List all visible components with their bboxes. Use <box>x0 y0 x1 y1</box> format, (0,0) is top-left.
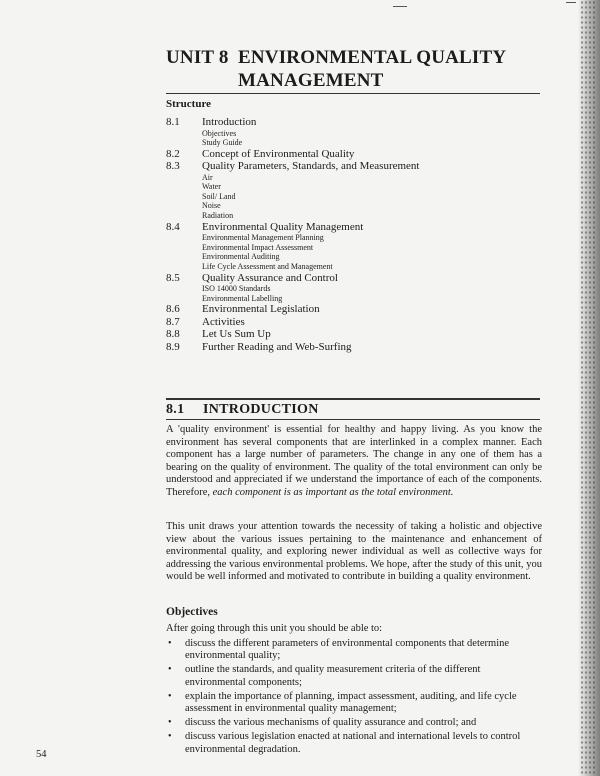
toc-item-number: 8.4 <box>166 220 180 233</box>
toc-subitem: Soil/ Land <box>202 191 236 201</box>
toc-item-label: Quality Assurance and Control <box>202 271 338 284</box>
toc-item-number: 8.1 <box>166 116 180 128</box>
toc-item <box>166 160 546 220</box>
toc-item <box>166 148 546 161</box>
objective-text: discuss the different parameters of environmental components that determine environmental quality; <box>185 638 510 662</box>
objective-item <box>166 691 542 715</box>
objective-text: explain the importance of planning, impact assessment, auditing, and life cycle assessment in environmental quality management; <box>185 690 517 715</box>
toc-item-label: Environmental Legislation <box>202 303 320 316</box>
objective-item <box>166 638 542 662</box>
title-divider <box>166 93 540 94</box>
intro-paragraph-1-emphasis: each component is as important as the total environment. <box>212 486 454 498</box>
bullet-icon: • <box>168 690 172 702</box>
toc-subitem: Study Guide <box>202 138 243 148</box>
bullet-icon: • <box>168 731 172 743</box>
toc-item <box>166 116 546 148</box>
intro-paragraph-1 <box>166 424 542 500</box>
objectives-heading: Objectives <box>166 606 218 618</box>
toc-subitem: ISO 14000 Standards <box>202 284 271 294</box>
scan-mark <box>393 6 407 7</box>
scan-mark <box>566 2 576 3</box>
objective-text: discuss the various mechanisms of quality assurance and control; and <box>185 717 477 729</box>
objectives-intro: After going through this unit you should be able to: <box>166 623 383 634</box>
toc-subitem: Environmental Management Planning <box>202 233 324 243</box>
toc-item-label: Environmental Quality Management <box>202 220 364 233</box>
table-of-contents <box>166 116 546 353</box>
toc-subitem: Noise <box>202 201 221 211</box>
toc-item-label: Further Reading and Web-Surfing <box>202 340 352 353</box>
toc-subitem: Radiation <box>202 211 234 221</box>
bullet-icon: • <box>168 638 172 649</box>
section-heading <box>166 402 319 418</box>
toc-subitem: Environmental Auditing <box>202 252 280 262</box>
toc-item-label: Quality Parameters, Standards, and Measurement <box>202 160 420 173</box>
toc-item-number: 8.8 <box>166 328 180 341</box>
toc-subitem: Air <box>202 172 213 182</box>
page-number: 54 <box>36 749 47 760</box>
toc-subitem: Life Cycle Assessment and Management <box>202 261 333 271</box>
intro-paragraph-2: This unit draws your attention towards the necessity of taking a holistic and objective view about the various issues pertaining to the maintenance and enhancement of environmental quality, and exploring newer individual as well as collective ways for addressing the various environmental problems. We hope, after the study of this unit, you would be well informed and motivated to contribute in building a quality environment. <box>166 521 542 583</box>
toc-item <box>166 303 546 316</box>
toc-item-number: 8.9 <box>166 340 180 353</box>
toc-subitem: Objectives <box>202 128 237 138</box>
toc-item-number: 8.5 <box>166 271 180 284</box>
unit-number: UNIT 8 <box>166 47 229 68</box>
bullet-icon: • <box>168 664 172 676</box>
unit-title-line1: ENVIRONMENTAL QUALITY <box>238 47 507 68</box>
structure-heading: Structure <box>166 98 212 110</box>
toc-item-number: 8.3 <box>166 160 180 173</box>
scan-noise-edge <box>580 0 596 776</box>
objective-item <box>166 717 542 729</box>
toc-subitem: Environmental Labelling <box>202 293 283 303</box>
toc-item-label: Activities <box>202 315 245 328</box>
toc-item-label: Let Us Sum Up <box>202 328 271 341</box>
toc-item-label: Concept of Environmental Quality <box>202 147 355 160</box>
toc-item <box>166 272 546 304</box>
toc-item-number: 8.2 <box>166 147 180 160</box>
toc-item-label: Introduction <box>202 116 257 128</box>
unit-title <box>166 46 546 92</box>
section-rule-top <box>166 398 540 400</box>
bullet-icon: • <box>168 717 172 729</box>
toc-item <box>166 316 546 329</box>
section-title: INTRODUCTION <box>203 402 319 417</box>
toc-subitem: Environmental Impact Assessment <box>202 242 314 252</box>
section-number: 8.1 <box>166 402 185 417</box>
objective-text: discuss various legislation enacted at national and international levels to control environmental degradation. <box>185 731 521 755</box>
toc-item-number: 8.7 <box>166 315 180 328</box>
unit-title-line2: MANAGEMENT <box>238 70 384 91</box>
toc-subitem: Water <box>202 182 221 192</box>
objectives-list <box>166 638 542 758</box>
intro-paragraph-1-text: A 'quality environment' is essential for healthy and happy living. As you know the environment has several components that are interlinked in a complex manner. Each component has a large number of parameters. The change in any one of them has a bearing on the quality of environment. The quality of the total environment can only be understood and appreciated if we understand the importance of each of the components. Therefore, <box>166 424 542 498</box>
objective-item <box>166 731 542 755</box>
toc-item <box>166 221 546 272</box>
toc-item-number: 8.6 <box>166 303 180 316</box>
objective-text: outline the standards, and quality measurement criteria of the different environmental components; <box>185 664 481 688</box>
toc-item <box>166 341 546 354</box>
toc-item <box>166 328 546 341</box>
objective-item <box>166 664 542 688</box>
section-rule-bottom <box>166 419 540 420</box>
